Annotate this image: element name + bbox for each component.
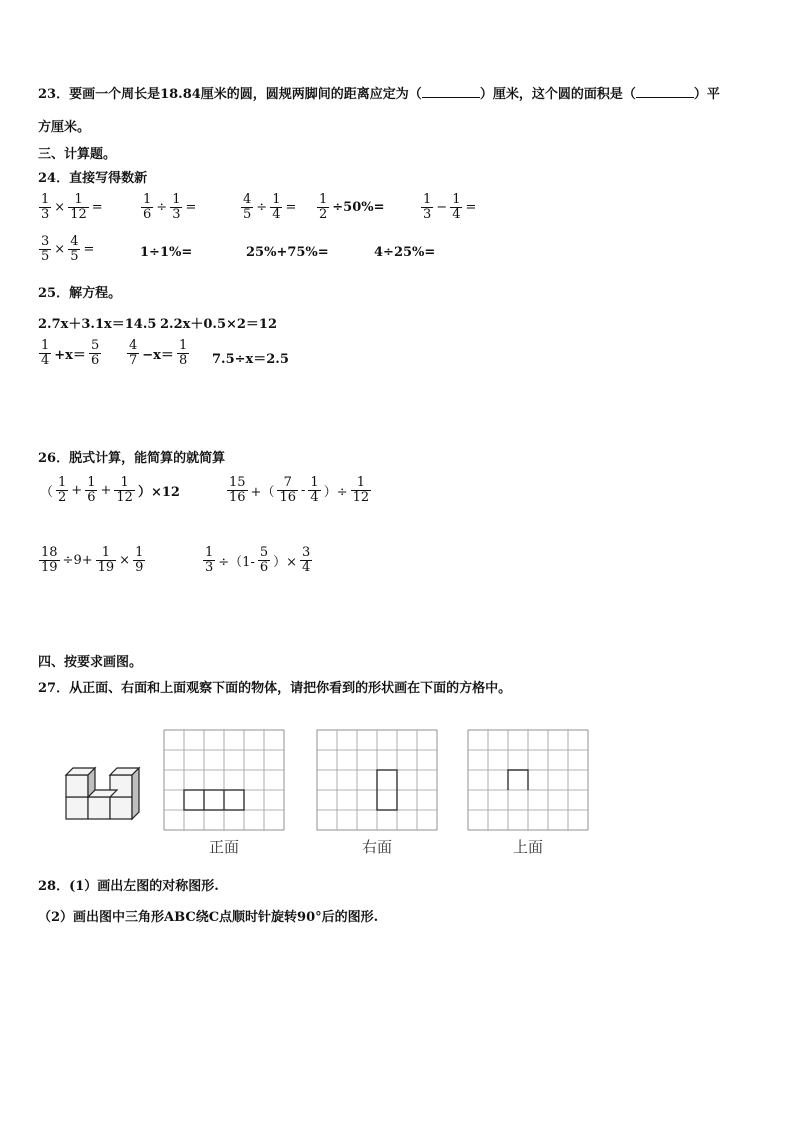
cube-face: [66, 775, 88, 797]
q25-eq-2: 2.2x＋0.5×2＝12: [160, 317, 278, 332]
q24-title: 24．直接写得数新: [38, 171, 148, 186]
fraction: $\frac{1}{4}$: [41, 338, 50, 368]
q23-line2: 方厘米。: [38, 120, 91, 135]
cube-face: [66, 797, 88, 819]
fraction: $\frac{1}{2}$: [58, 475, 67, 505]
fraction: $\frac{4}{7}$: [129, 338, 138, 368]
fraction: $\frac{5}{6}$: [259, 545, 269, 575]
q23-part2: ）厘米，这个圆的面积是（: [479, 87, 636, 102]
section-4-heading: 四、按要求画图。: [38, 655, 143, 670]
fraction: $\frac{1}{19}$: [97, 545, 115, 575]
q24-expr-7: 1÷1%=: [140, 245, 193, 260]
q24-expr-4: $\frac{1}{2}$ ÷50%=: [319, 192, 385, 222]
grid-top-view[interactable]: [467, 729, 591, 833]
fraction: $\frac{1}{4}$: [452, 192, 461, 222]
q24-expr-8: 25%+75%=: [246, 245, 329, 260]
cube-side: [132, 768, 139, 819]
grid-highlight: [184, 790, 244, 810]
fraction: $\frac{18}{19}$: [41, 545, 58, 575]
fraction: $\frac{1}{6}$: [87, 475, 96, 505]
caption-top: 上面: [512, 838, 543, 856]
q26-expr-4: $\frac{1}{3}$ ÷（1- $\frac{5}{6}$ ）× $\frac{3}{4}$: [205, 545, 311, 575]
fraction: $\frac{3}{5}$: [41, 234, 50, 264]
cube-object-figure: [60, 760, 144, 830]
q28-line2: （2）画出图中三角形ABC绕C点顺时针旋转90°后的图形.: [38, 910, 379, 925]
q24-expr-9: 4÷25%=: [374, 245, 436, 260]
fraction: $\frac{1}{12}$: [352, 475, 370, 505]
q27-title: 27．从正面、右面和上面观察下面的物体，请把你看到的形状画在下面的方格中。: [38, 681, 512, 696]
q26-title: 26．脱式计算，能简算的就简算: [38, 451, 226, 466]
grid-front-view[interactable]: [163, 729, 287, 833]
q26-expr-2: $\frac{15}{16}$ +（ $\frac{7}{16}$ - $\frac{1}{4}$ ）÷ $\frac{1}{12}$: [229, 475, 370, 505]
fraction: $\frac{1}{4}$: [272, 192, 281, 222]
fraction: $\frac{1}{3}$: [423, 192, 432, 222]
q23-line1: [38, 83, 720, 102]
q26-expr-1: （ $\frac{1}{2}$ + $\frac{1}{6}$ + $\frac{1}{12}$ ）×12: [40, 475, 180, 505]
q25-eq-3: $\frac{1}{4}$ +x＝ $\frac{5}{6}$: [41, 338, 100, 368]
section-3-heading: 三、计算题。: [38, 147, 117, 162]
q24-expr-2: $\frac{1}{6}$ ÷ $\frac{1}{3}$ =: [143, 192, 197, 222]
q25-eq-4: $\frac{4}{7}$ −x＝ $\frac{1}{8}$: [129, 338, 188, 368]
fraction: $\frac{4}{5}$: [70, 234, 79, 264]
fraction: $\frac{4}{5}$: [243, 192, 252, 222]
fraction: $\frac{1}{2}$: [319, 192, 328, 222]
caption-front: 正面: [208, 838, 239, 856]
fraction: $\frac{1}{3}$: [172, 192, 181, 222]
fraction: $\frac{1}{9}$: [135, 545, 144, 575]
cube-face: [88, 797, 110, 819]
grid-right-view[interactable]: [316, 729, 440, 833]
fraction: $\frac{1}{4}$: [310, 475, 319, 505]
fraction: $\frac{5}{6}$: [90, 338, 100, 368]
answer-blank-area[interactable]: [636, 85, 694, 98]
fraction: $\frac{3}{4}$: [302, 545, 311, 575]
q25-title: 25．解方程。: [38, 286, 122, 301]
q23-part3: ）平: [693, 87, 720, 102]
cube-face: [110, 797, 132, 819]
caption-right: 右面: [361, 838, 392, 856]
q26-expr-3: $\frac{18}{19}$ ÷9+ $\frac{1}{19}$ × $\frac{1}{9}$: [41, 545, 144, 575]
q24-expr-5: $\frac{1}{3}$ − $\frac{1}{4}$ =: [423, 192, 477, 222]
fraction: $\frac{1}{6}$: [143, 192, 152, 222]
fraction: $\frac{1}{12}$: [70, 192, 87, 222]
q28-line1: 28．(1）画出左图的对称图形.: [38, 879, 219, 894]
fraction: $\frac{1}{3}$: [41, 192, 50, 222]
answer-blank-radius[interactable]: [422, 85, 480, 98]
q25-eq-5: 7.5÷x＝2.5: [212, 352, 289, 367]
fraction: $\frac{1}{3}$: [205, 545, 214, 575]
q25-eq-1: 2.7x＋3.1x＝14.5: [38, 317, 157, 332]
q24-expr-3: $\frac{4}{5}$ ÷ $\frac{1}{4}$ =: [243, 192, 297, 222]
q24-expr-6: $\frac{3}{5}$ × $\frac{4}{5}$ =: [41, 234, 95, 264]
fraction: $\frac{15}{16}$: [229, 475, 246, 505]
fraction: $\frac{1}{12}$: [116, 475, 133, 505]
q24-expr-1: $\frac{1}{3}$ × $\frac{1}{12}$ =: [41, 192, 103, 222]
fraction: $\frac{7}{16}$: [279, 475, 296, 505]
q23-part1: 23．要画一个周长是18.84厘米的圆，圆规两脚间的距离应定为（: [38, 87, 422, 102]
grid-highlight: [508, 770, 528, 790]
fraction: $\frac{1}{8}$: [178, 338, 188, 368]
